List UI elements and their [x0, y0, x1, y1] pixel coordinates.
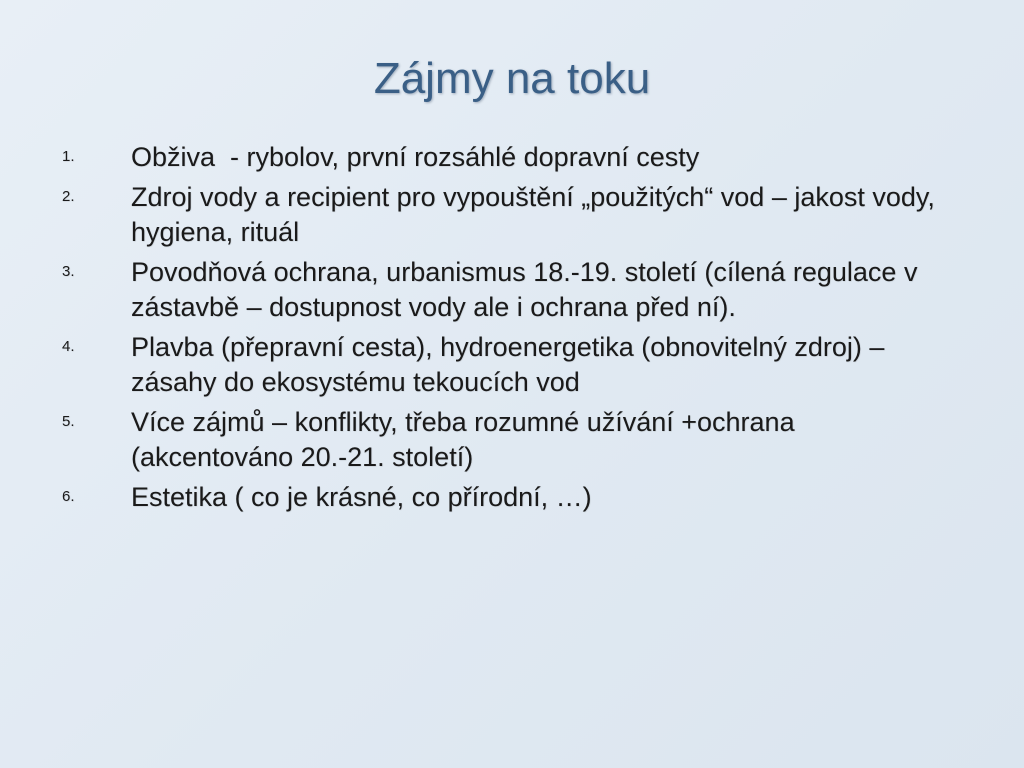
list-item-number: 2.: [62, 188, 75, 205]
list-item-number: 4.: [62, 338, 75, 355]
list-item-text: Zdroj vody a recipient pro vypouštění „použitých“ vod – jakost vody, hygiena, rituál: [131, 182, 943, 247]
list-item-number: 6.: [62, 488, 75, 505]
list-item: [60, 405, 960, 475]
list-item-number: 1.: [62, 148, 75, 165]
list-item: [60, 480, 960, 515]
list-item: [60, 180, 960, 250]
list-item: [60, 255, 960, 325]
list-item: [60, 330, 960, 400]
list-item-text: Více zájmů – konflikty, třeba rozumné užívání +ochrana (akcentováno 20.-21. století): [131, 407, 803, 472]
slide-title: Zájmy na toku: [373, 54, 651, 103]
list-item-text: Obživa - rybolov, první rozsáhlé dopravní cesty: [131, 142, 700, 172]
list-item-number: 3.: [62, 263, 75, 280]
list-item-text: Povodňová ochrana, urbanismus 18.-19. století (cílená regulace v zástavbě – dostupnost vody ale i ochrana před ní).: [131, 257, 925, 322]
list-item: [60, 140, 960, 175]
list-item-text: Plavba (přepravní cesta), hydroenergetika (obnovitelný zdroj) – zásahy do ekosystému tekoucích vod: [131, 332, 892, 397]
numbered-list: [60, 140, 960, 520]
list-item-number: 5.: [62, 413, 75, 430]
list-item-text: Estetika ( co je krásné, co přírodní, …): [131, 482, 592, 512]
